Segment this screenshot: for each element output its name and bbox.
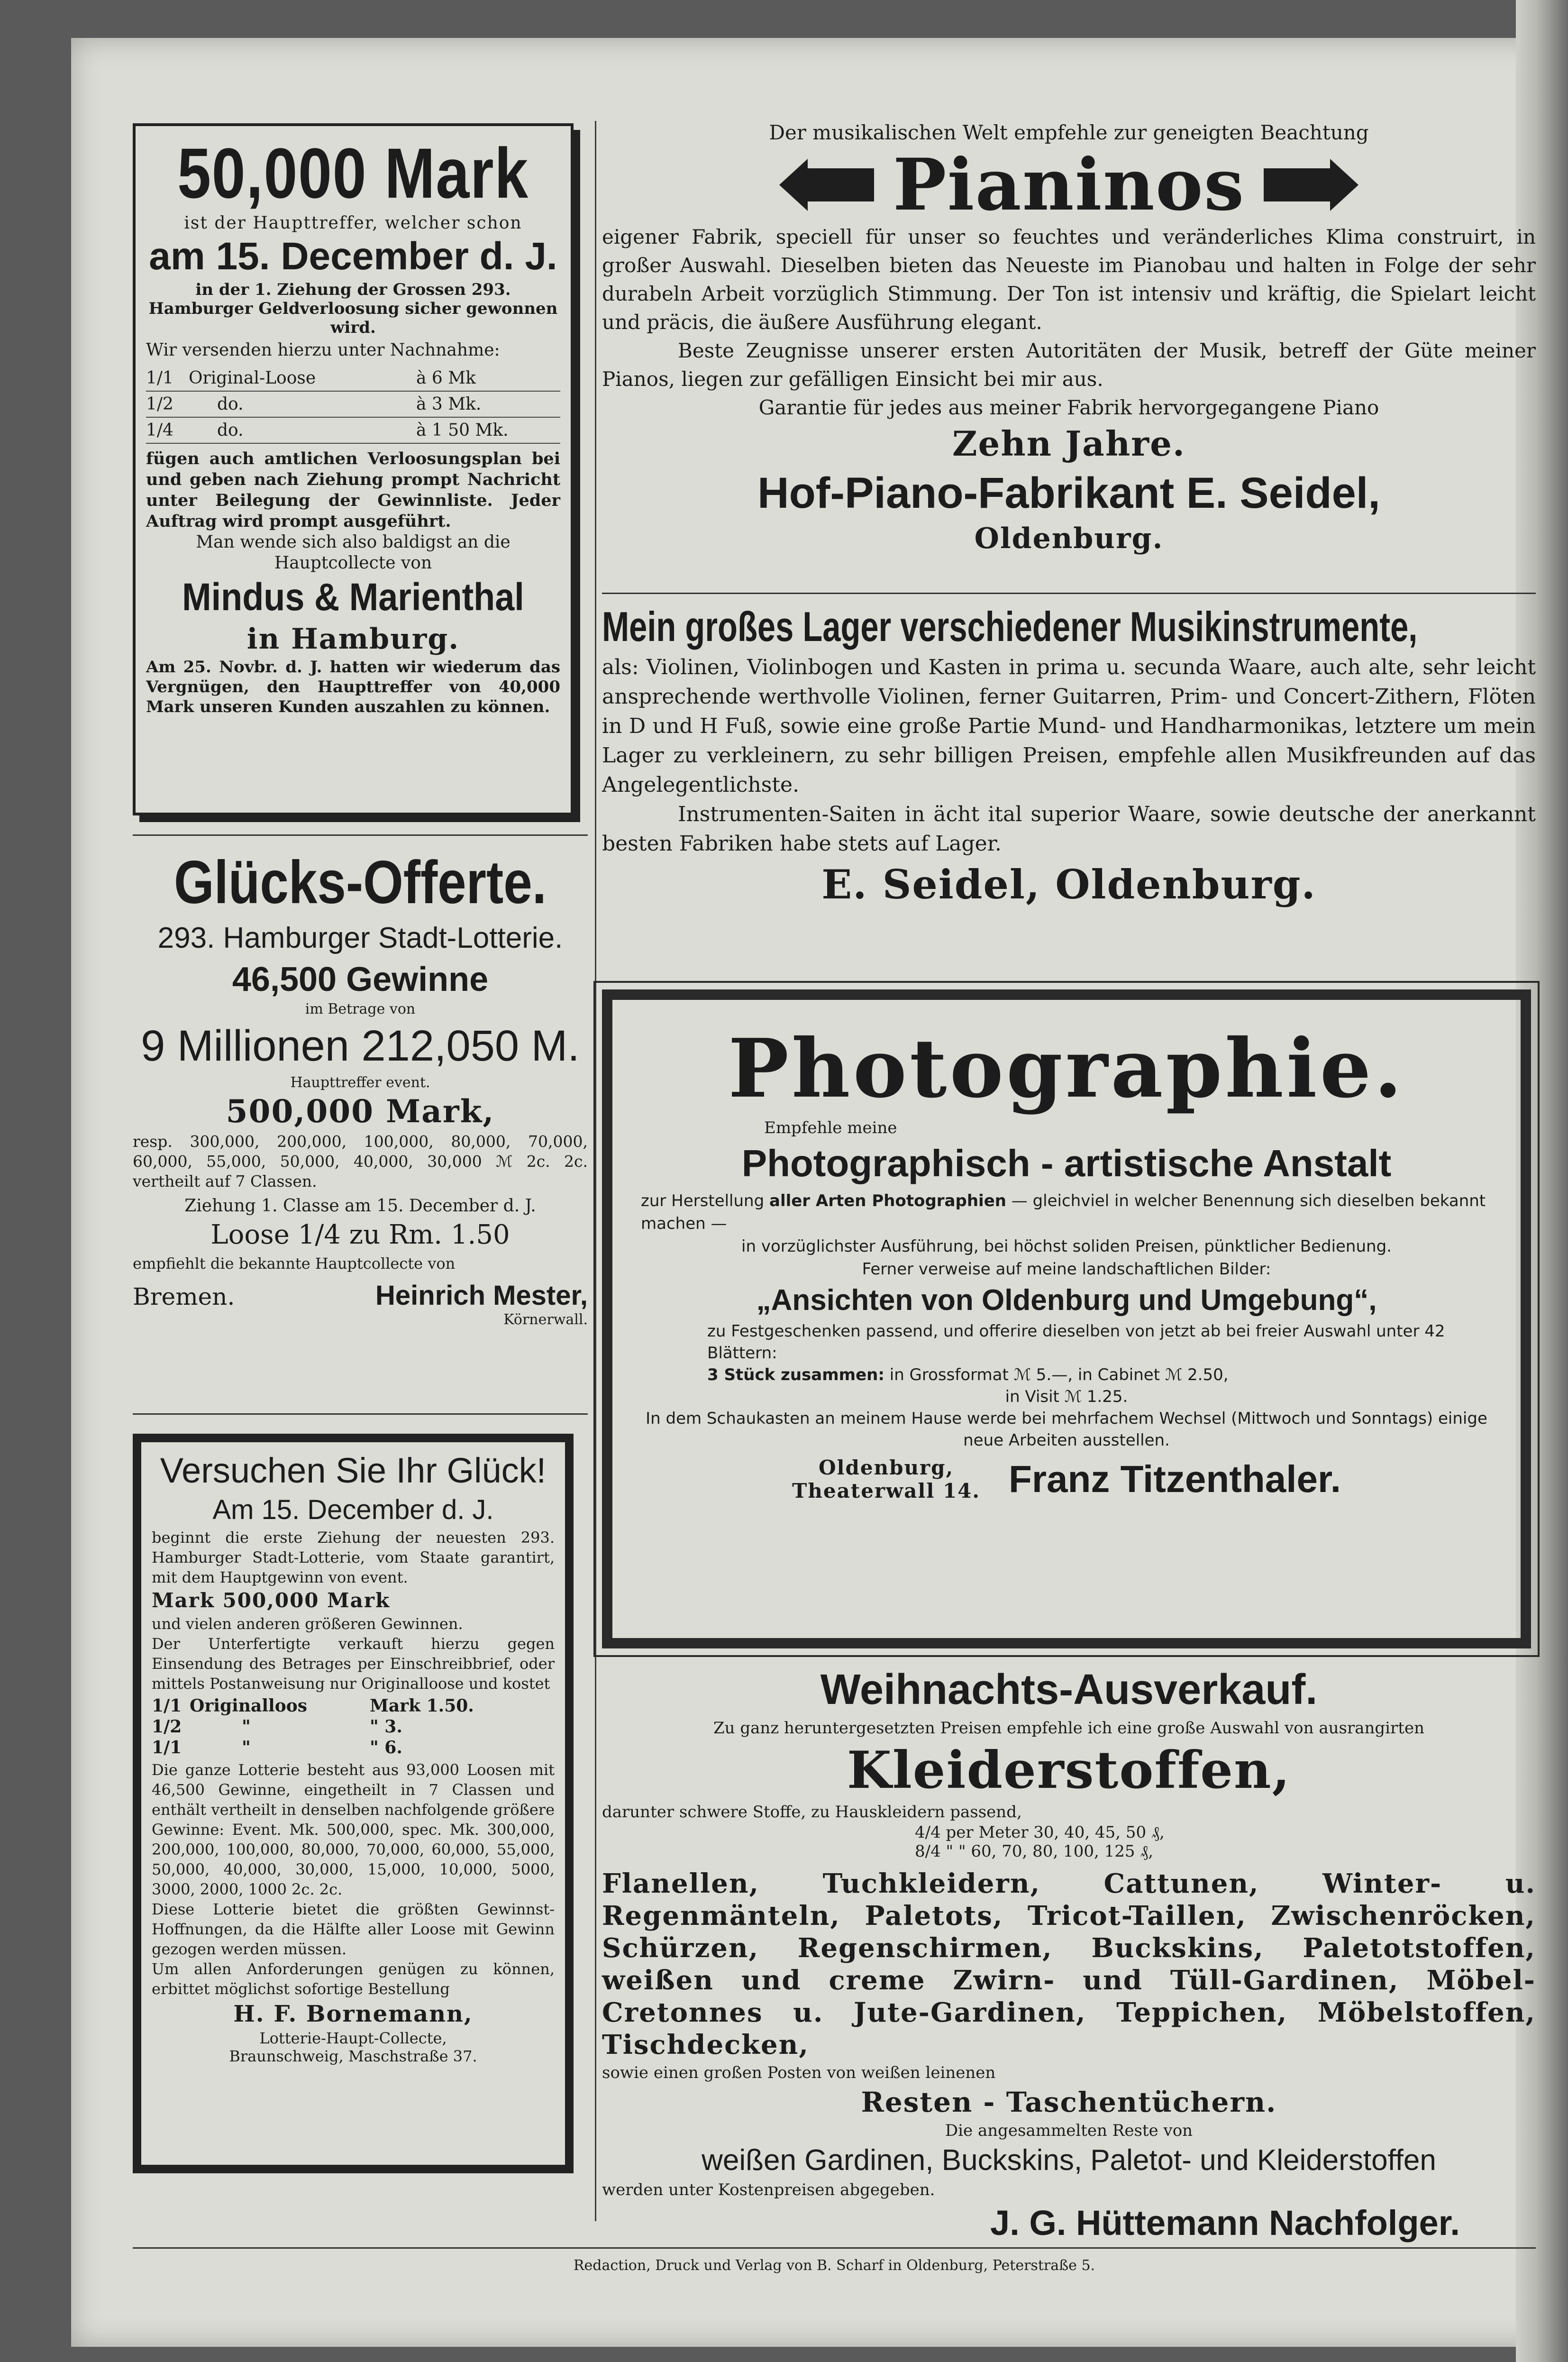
ad-gewinne: 46,500 Gewinne <box>232 961 489 998</box>
ad-headline: Glücks-Offerte. <box>174 849 547 916</box>
ad-line: werden unter Kostenpreisen abgegeben. <box>602 2180 935 2199</box>
ad-line: Ferner verweise auf meine landschaftlichen Bilder: <box>862 1260 1271 1279</box>
ad-signature: E. Seidel, Oldenburg. <box>821 861 1316 908</box>
ad-headline: Versuchen Sie Ihr Glück! <box>160 1451 547 1490</box>
ad-date: Am 15. December d. J. <box>212 1494 494 1525</box>
ad-body: Beste Zeugnisse unserer ersten Autoritäten der Musik, betreff der Güte meiner Pianos, liegen zur gefälligen Einsicht bei mir aus. <box>602 339 1536 391</box>
arrow-left-icon <box>779 159 874 211</box>
ad-haupt: 500,000 Mark, <box>226 1093 495 1130</box>
price-name: Original-Loose <box>189 368 316 388</box>
ad-date: am 15. December d. J. <box>149 235 557 278</box>
ad-text: in Grossformat ℳ 5.—, in Cabinet ℳ 2.50, <box>889 1365 1229 1384</box>
ad-address-line: Oldenburg, <box>818 1456 954 1479</box>
ad-line: Zu ganz heruntergesetzten Preisen empfehle ich eine große Auswahl von ausrangirten <box>713 1719 1424 1738</box>
price-name: " <box>242 1717 251 1737</box>
ad-line: Die angesammelten Reste von <box>945 2121 1193 2140</box>
ad-line: resp. 300,000, 200,000, 100,000, 80,000, 70,000, 60,000, 55,000, 50,000, 40,000, 30,000 ℳ 2c. 2c. vertheilt auf 7 Classen. <box>133 1132 588 1190</box>
ad-firm: Heinrich Mester, <box>375 1280 588 1311</box>
ad-line: darunter schwere Stoffe, zu Hauskleidern passend, <box>602 1803 1022 1822</box>
ad-maker: Hof-Piano-Fabrikant E. Seidel, <box>757 469 1380 517</box>
price-value: Mark 1.50. <box>370 1696 474 1716</box>
ad-line <box>641 1364 1492 1386</box>
ad-sub: 293. Hamburger Stadt-Lotterie. <box>157 922 563 954</box>
arrow-right-icon <box>1264 159 1358 211</box>
ad-address-line: Theaterwall 14. <box>792 1479 981 1502</box>
ad-text: zur Herstellung <box>641 1191 765 1210</box>
ad-body: eigener Fabrik, speciell für unser so feuchtes und veränderliches Klima construirt, in großer Auswahl. Dieselben bieten das Neueste im Pianobau und halten in Folge der sehr durabeln Arbeit vorzüglich Stimmung. Der Ton ist intensiv und kräftig, die Spielart leicht und präcis, die äußere Ausführung elegant. <box>602 225 1536 334</box>
ad-text-bold: aller Arten Photographien <box>769 1191 1006 1210</box>
ad-line: Die ganze Lotterie besteht aus 93,000 Loosen mit 46,500 Gewinne, eingetheilt in 7 Classen und enthält vertheilt in denselben nachfolgende größere Gewinne: Event. Mk. 500,000, spec. Mk. 300,000, 200,000, 100,000, 80,000, 70,000, 60,000, 55,000, 50,000, 40,000, 30,000, 15,000, 10,000, 5000, 3000, 2000, 1000 2c. 2c. <box>152 1761 555 1898</box>
ad-body: als: Violinen, Violinbogen und Kasten in prima u. secunda Waare, auch alte, sehr leicht ansprechende werthvolle Violinen, ferner Guitarren, Prim- und Concert-Zithern, Flöten in D und H Fuß, sowie eine große Partie Mund- und Handharmonikas, letztere um mein Lager zu verkleinern, zu sehr billigen Preisen, empfehle allen Musikfreunden auf das Angelegentlichste. <box>602 655 1536 797</box>
ad-firm: Mindus & Marienthal <box>182 576 524 619</box>
ad-address <box>792 1456 980 1502</box>
price-value: à 3 Mk. <box>416 394 482 414</box>
ad-firm: H. F. Bornemann, <box>233 2001 473 2027</box>
ad-line: Diese Lotterie bietet die größten Gewinnst-Hoffnungen, da die Hälfte aller Loose mit Gewinn gezogen werden müssen. <box>152 1900 555 1958</box>
ad-body: Garantie für jedes aus meiner Fabrik hervorgegangene Piano <box>758 396 1379 419</box>
ad-line: 8/4 " " 60, 70, 80, 100, 125 ₰, <box>915 1842 1154 1861</box>
ad-line: In dem Schaukasten an meinem Hause werde bei mehrfachem Wechsel (Mittwoch und Sonntags) einige neue Arbeiten ausstellen. <box>646 1409 1487 1450</box>
price-name: do. <box>217 421 244 440</box>
ad-line: und vielen anderen größeren Gewinnen. <box>152 1615 463 1633</box>
separator <box>133 1413 588 1415</box>
price-value: à 1 50 Mk. <box>416 421 509 440</box>
ad-line: Am 25. Novbr. d. J. hatten wir wiederum das Vergnügen, den Haupttreffer von 40,000 Mark unseren Kunden auszahlen zu können. <box>146 658 560 716</box>
ad-firm: J. G. Hüttemann Nachfolger. <box>990 2203 1460 2243</box>
ad-signature <box>133 1280 588 1311</box>
ad-years: Zehn Jahre. <box>952 423 1185 464</box>
ad-line: Um allen Anforderungen genügen zu können, erbittet möglichst sofortige Bestellung <box>152 1960 555 1998</box>
column-divider <box>595 121 596 2221</box>
sale-ad <box>602 1648 1536 2293</box>
lottery-ad-bornemann <box>133 1434 574 2173</box>
ad-total: 9 Millionen 212,050 M. <box>141 1022 580 1070</box>
ad-rest: Resten - Taschentüchern. <box>861 2086 1277 2118</box>
price-table <box>152 1695 555 1758</box>
price-row <box>152 1695 555 1716</box>
ad-headline: Photographie. <box>728 1021 1405 1116</box>
price-name: Originalloos <box>190 1696 307 1716</box>
ad-line: 4/4 per Meter 30, 40, 45, 50 ₰, <box>915 1823 1165 1842</box>
imprint-footer: Redaction, Druck und Verlag von B. Scharf in Oldenburg, Peterstraße 5. <box>133 2247 1536 2274</box>
ad-firm: Franz Titzenthaler. <box>1009 1458 1341 1500</box>
price-name: " <box>242 1738 251 1758</box>
ad-headline: Pianinos <box>893 143 1245 227</box>
price-value: " 6. <box>370 1738 402 1758</box>
price-table <box>146 366 560 444</box>
price-row <box>146 418 560 444</box>
ad-haupt: Mark 500,000 Mark <box>152 1589 391 1612</box>
price-fraction: 1/1 <box>152 1738 182 1758</box>
ad-text-bold: 3 Stück zusammen: <box>707 1365 884 1384</box>
price-fraction: 1/1 <box>152 1696 182 1716</box>
ad-intro: Der musikalischen Welt empfehle zur geneigten Beachtung <box>769 121 1369 144</box>
price-value: " 3. <box>370 1717 402 1737</box>
ad-city: Bremen. <box>133 1283 235 1310</box>
ad-line-large: weißen Gardinen, Buckskins, Paletot- und Kleiderstoffen <box>702 2144 1436 2177</box>
ad-signature <box>641 1456 1492 1502</box>
ad-headline: 50,000 Mark <box>177 133 529 213</box>
price-value: à 6 Mk <box>416 368 476 388</box>
price-fraction: 1/4 <box>146 421 173 440</box>
price-row <box>146 366 560 392</box>
price-fraction: 1/2 <box>146 394 173 414</box>
pianos-ad <box>602 119 1536 593</box>
price-row <box>146 392 560 418</box>
ad-line: Empfehle meine <box>764 1118 897 1137</box>
lottery-ad-mindus <box>133 123 574 815</box>
ad-line: Lotterie-Haupt-Collecte, <box>259 2029 447 2047</box>
photo-ad <box>602 989 1531 1648</box>
instruments-ad <box>602 594 1536 970</box>
ad-line: Haupttreffer event. <box>290 1074 430 1091</box>
ad-title: Photographisch - artistische Anstalt <box>741 1142 1392 1184</box>
ad-line: sowie einen großen Posten von weißen leinenen <box>602 2063 996 2082</box>
ad-body: Instrumenten-Saiten in ächt ital superior Waare, sowie deutsche der anerkannt besten Fabriken habe stets auf Lager. <box>602 802 1536 856</box>
ad-views: „Ansichten von Oldenburg und Umgebung“, <box>756 1284 1377 1317</box>
ad-line: zu Festgeschenken passend, und offerire dieselben von jetzt ab bei freier Auswahl unter 42 Blättern: <box>707 1322 1445 1363</box>
ad-line: empfiehlt die bekannte Hauptcollecte von <box>133 1254 456 1273</box>
ad-headline-row <box>602 143 1536 227</box>
ad-loose: Loose 1/4 zu Rm. 1.50 <box>210 1219 510 1250</box>
lottery-ad-mester <box>133 836 588 1413</box>
price-row <box>152 1716 555 1737</box>
ad-headline: Weihnachts-Ausverkauf. <box>820 1666 1318 1713</box>
ad-city: Oldenburg. <box>974 522 1164 555</box>
price-row <box>152 1737 555 1758</box>
price-fraction: 1/1 <box>146 368 173 388</box>
price-fraction: 1/2 <box>152 1717 182 1737</box>
right-column <box>602 119 1536 2252</box>
ad-line: in vorzüglichster Ausführung, bei höchst soliden Preisen, pünktlicher Bedienung. <box>741 1237 1392 1256</box>
ad-text: — gleichviel in welcher Benennung sich dieselben bekannt machen — <box>641 1191 1486 1233</box>
ad-headline: Mein großes Lager verschiedener Musikinstrumente, <box>602 603 1418 650</box>
left-column <box>133 123 588 2219</box>
ad-line: in Visit ℳ 1.25. <box>1005 1387 1128 1406</box>
ad-line: Braunschweig, Maschstraße 37. <box>229 2047 477 2065</box>
ad-line: ist der Haupttreffer, welcher schon <box>184 213 522 233</box>
ad-line: beginnt die erste Ziehung der neuesten 293. Hamburger Stadt-Lotterie, vom Staate garantirt, mit dem Hauptgewinn von event. <box>152 1529 555 1586</box>
ad-line: Wir versenden hierzu unter Nachnahme: <box>146 340 500 360</box>
ad-street: Körnerwall. <box>503 1311 588 1328</box>
ad-line: Man wende sich also baldigst an die Hauptcollecte von <box>196 532 511 573</box>
ad-product: Kleiderstoffen, <box>847 1740 1291 1800</box>
price-name: do. <box>217 394 244 414</box>
ad-line: in der 1. Ziehung der Grossen 293. Hamburger Geldverloosung sicher gewonnen wird. <box>148 280 558 337</box>
ad-line: im Betrage von <box>305 1001 416 1017</box>
ad-line: Ziehung 1. Classe am 15. December d. J. <box>184 1196 536 1216</box>
ad-goods: Flanellen, Tuchkleidern, Cattunen, Winter- u. Regenmänteln, Paletots, Tricot-Taillen, Zwischenröcken, Schürzen, Regenschirmen, Buckskins, Paletotstoffen, weißen und creme Zwirn- und Tüll-Gardinen, Möbel-Cretonnes u. Jute-Gardinen, Teppichen, Möbelstoffen, Tischdecken, <box>602 1868 1536 2060</box>
ad-line: fügen auch amtlichen Verloosungsplan bei und geben nach Ziehung prompt Nachricht unter Beilegung der Gewinnliste. Jeder Auftrag wird prompt ausgeführt. <box>146 449 560 531</box>
ad-line: Der Unterfertigte verkauft hierzu gegen Einsendung des Betrages per Einschreibbrief, oder mittels Postanweisung nur Originalloose und kostet <box>152 1635 555 1693</box>
ad-line <box>641 1190 1492 1235</box>
ad-city: in Hamburg. <box>246 623 460 656</box>
